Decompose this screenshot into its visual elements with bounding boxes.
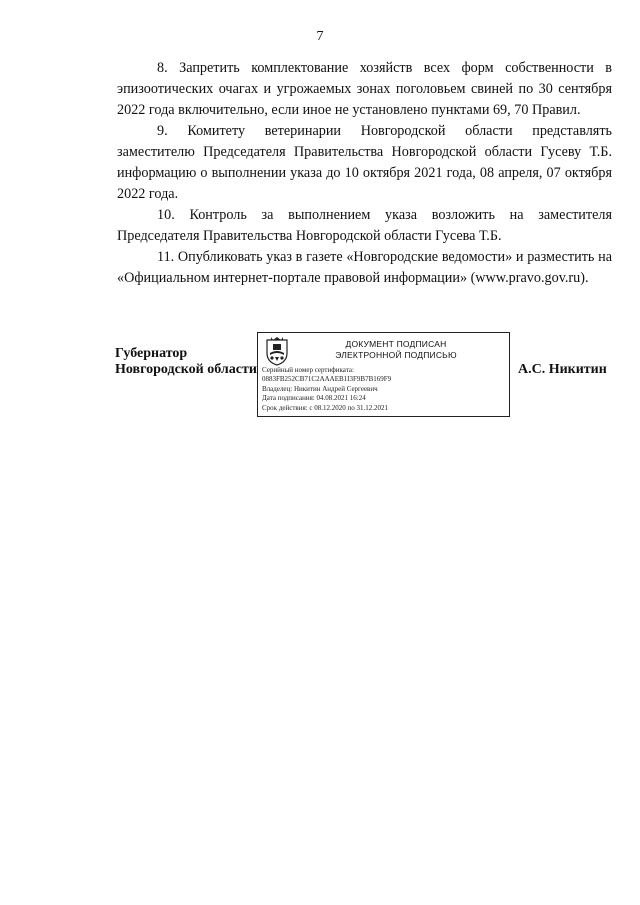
stamp-validity: Срок действия: с 08.12.2020 по 31.12.2021 [262, 403, 388, 412]
page-number: 7 [316, 29, 324, 44]
stamp-owner: Владелец: Никитин Андрей Сергеевич [262, 384, 378, 393]
stamp-sign-date: Дата подписания: 04.08.2021 16:24 [262, 394, 366, 403]
electronic-signature-stamp [257, 332, 510, 417]
stamp-heading-line2: ЭЛЕКТРОННОЙ ПОДПИСЬЮ [335, 350, 457, 360]
stamp-serial-value: 0883FB252CB71C2AAAEB1I3F9B7B169F9 [262, 375, 392, 384]
signer-name: А.С. Никитин [518, 362, 607, 377]
stamp-heading-line1: ДОКУМЕНТ ПОДПИСАН [345, 339, 447, 349]
signer-title-line1: Губернатор [115, 346, 188, 361]
stamp-heading [296, 339, 496, 361]
document-body [117, 58, 612, 289]
stamp-details [262, 366, 507, 413]
signature-block [0, 332, 640, 427]
signer-title [115, 346, 257, 378]
signer-title-line2: Новгородской области [115, 362, 257, 377]
coat-of-arms-icon [263, 336, 291, 366]
paragraph-10: 10. Контроль за выполнением указа возложить на заместителя Председателя Правительства Новгородской области Гусева Т.Б. [117, 207, 612, 244]
stamp-serial-label: Серийный номер сертификата: [262, 366, 354, 374]
paragraph-9: 9. Комитету ветеринарии Новгородской области представлять заместителю Председателя Правительства Новгородской области Гусеву Т.Б. информацию о выполнении указа до 10 октября 2021 года, 08 апреля, 07 октября 2022 года. [117, 123, 612, 202]
paragraph-8: 8. Запретить комплектование хозяйств всех форм собственности в эпизоотических очагах и угрожаемых зонах поголовьем свиней по 30 сентября 2022 года включительно, если иное не установлено пунктами 69, 70 Правил. [117, 60, 612, 118]
paragraph-11: 11. Опубликовать указ в газете «Новгородские ведомости» и разместить на «Официальном интернет-портале правовой информации» (www.pravo.gov.ru). [117, 249, 612, 286]
